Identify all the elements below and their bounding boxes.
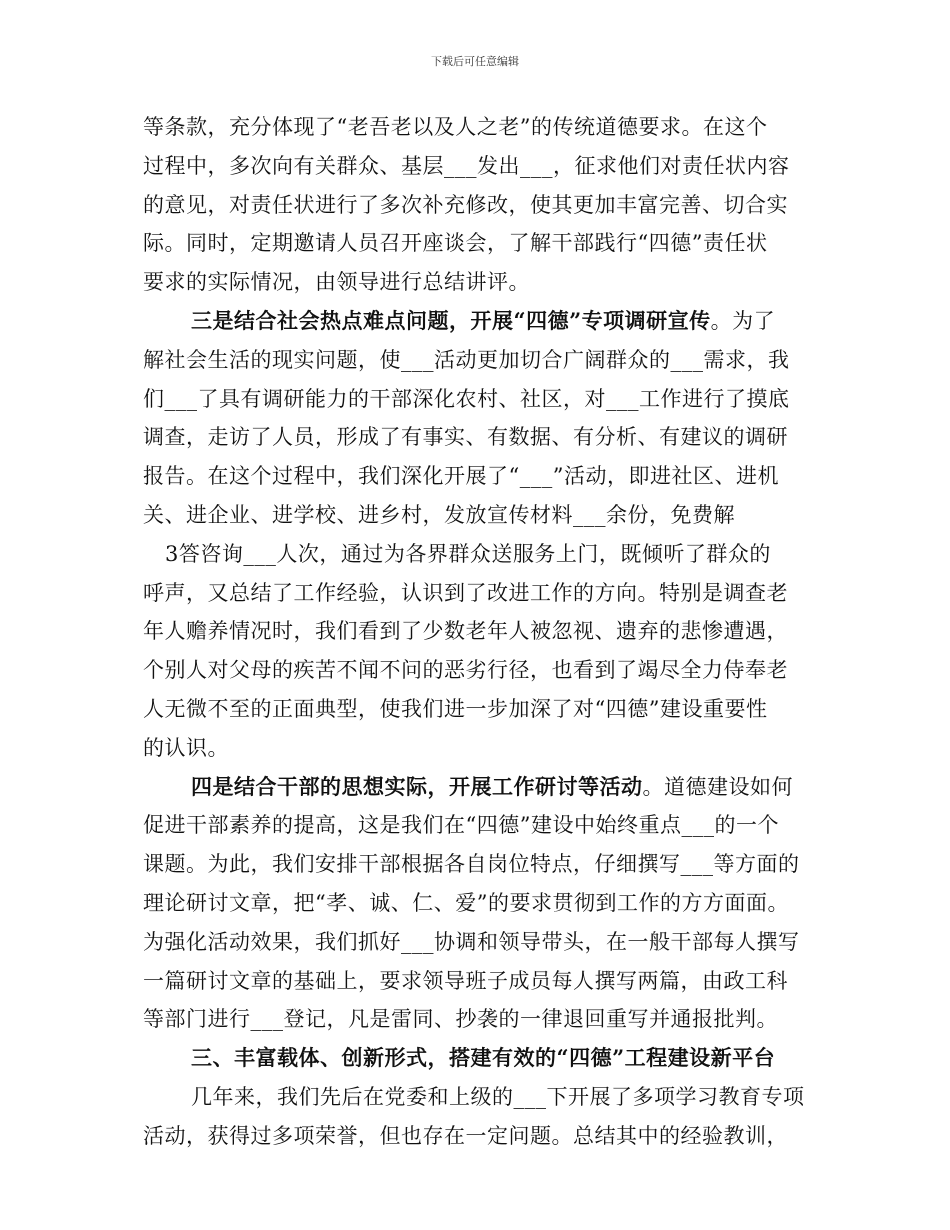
text-line: 过程中，多次向有关群众、基层___发出___，征求他们对责任状内容: [143, 153, 790, 178]
text-line: 几年来，我们先后在党委和上级的___下开展了多项学习教育专项: [191, 1084, 805, 1109]
text-line: 要求的实际情况，由领导进行总结讲评。: [143, 270, 530, 295]
text-line: 个别人对父母的疾苦不闻不问的恶劣行径，也看到了竭尽全力侍奉老: [143, 658, 788, 683]
section-heading-4: 四是结合干部的思想实际，开展工作研讨等活动。道德建设如何: [191, 773, 793, 799]
chapter-heading: 三、丰富载体、创新形式，搭建有效的“四德”工程建设新平台: [191, 1045, 776, 1071]
text-line: 促进干部素养的提高，这是我们在“四德”建设中始终重点___的一个: [143, 813, 779, 838]
text-line: 人无微不至的正面典型，使我们进一步加深了对“四德”建设重要性: [143, 696, 768, 721]
text-line: 活动，获得过多项荣誉，但也存在一定问题。总结其中的经验教训，: [143, 1123, 788, 1148]
text-line: 际。同时，定期邀请人员召开座谈会，了解干部践行“四德”责任状: [143, 231, 768, 256]
section-heading-3: 三是结合社会热点难点问题，开展“四德”专项调研宣传。为了: [191, 307, 776, 333]
text-line: 报告。在这个过程中，我们深化开展了“___”活动，即进社区、进机: [143, 464, 779, 489]
text-line: 解社会生活的现实问题，使___活动更加切合广阔群众的___需求，我: [143, 347, 790, 372]
text-line: 年人赡养情况时，我们看到了少数老年人被忽视、遗弃的悲惨遭遇，: [143, 619, 788, 644]
text-line: 们___了具有调研能力的干部深化农村、社区，对___工作进行了摸底: [143, 386, 790, 411]
text-line: 的认识。: [143, 735, 229, 760]
text-line: 为强化活动效果，我们抓好___协调和领导带头，在一般干部每人撰写: [143, 929, 800, 954]
document-body: [143, 108, 815, 1156]
text-line: 关、进企业、进学校、进乡村，发放宣传材料___余份，免费解: [143, 502, 735, 527]
text-line: 的意见，对责任状进行了多次补充修改，使其更加丰富完善、切合实: [143, 192, 788, 217]
text-line: 一篇研讨文章的基础上，要求领导班子成员每人撰写两篇，由政工科: [143, 968, 788, 993]
page-header: 下载后可任意编辑: [431, 55, 519, 68]
text-line: 呼声，又总结了工作经验，认识到了改进工作的方向。特别是调查老: [143, 580, 788, 605]
text-line: 3答咨询___人次，通过为各界群众送服务上门，既倾听了群众的: [165, 541, 771, 566]
text-line: 等条款，充分体现了“老吾老以及人之老”的传统道德要求。在这个: [143, 115, 768, 139]
text-line: 调查，走访了人员，形成了有事实、有数据、有分析、有建议的调研: [143, 425, 788, 450]
text-line: 等部门进行___登记，凡是雷同、抄袭的一律退回重写并通报批判。: [143, 1007, 778, 1032]
text-line: 理论研讨文章，把“孝、诚、仁、爱”的要求贯彻到工作的方方面面。: [143, 890, 789, 915]
text-line: 课题。为此，我们安排干部根据各自岗位特点，仔细撰写___等方面的: [143, 852, 800, 877]
